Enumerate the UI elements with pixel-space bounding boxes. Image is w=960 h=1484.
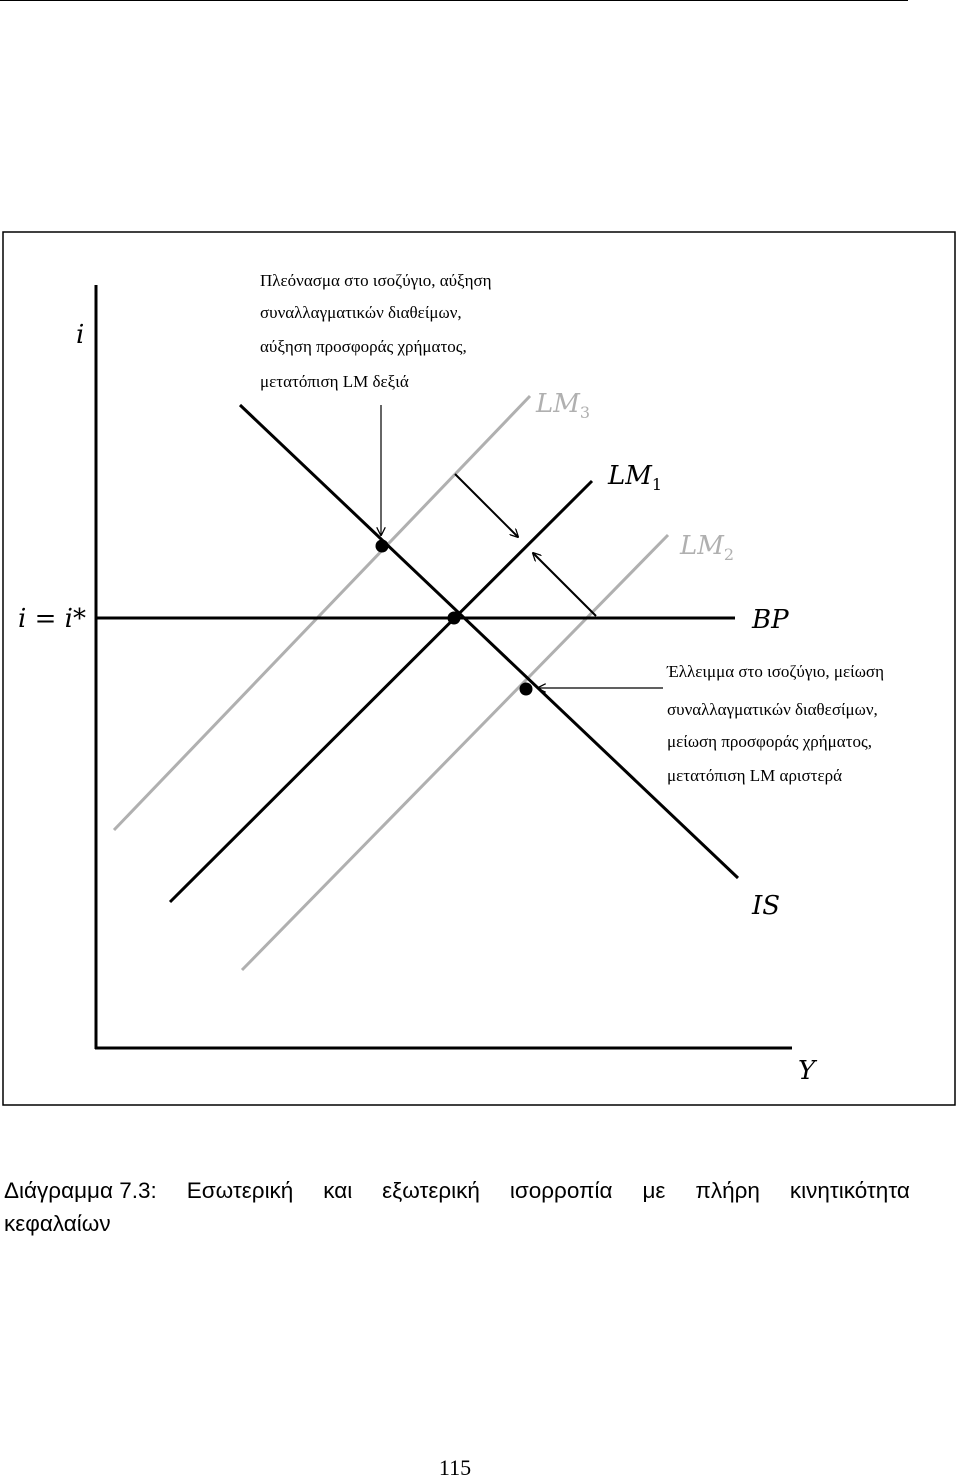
caption-line-2: κεφαλαίων [4, 1211, 111, 1236]
caption-label: Διάγραμμα 7.3: [4, 1178, 157, 1203]
caption-line-1 [4, 1174, 910, 1207]
caption-word: και [323, 1178, 353, 1203]
caption-word: εξωτερική [382, 1178, 480, 1203]
lm3-curve [114, 396, 530, 830]
point-lm2-is [520, 683, 533, 696]
bp-label: BP [752, 605, 789, 635]
shift-right-arrow [455, 474, 518, 537]
caption-word: ισορροπία [509, 1178, 613, 1203]
is-label: IS [752, 891, 781, 921]
surplus-note-line-1: Πλεόνασμα στο ισοζύγιο, αύξηση [260, 271, 492, 290]
figure-caption [4, 1174, 910, 1240]
lm1-label-main: LM [608, 461, 652, 491]
x-axis-label: Y [798, 1056, 816, 1086]
caption-word: πλήρη [695, 1178, 760, 1203]
lm2-label-main: LM [680, 531, 724, 561]
deficit-note-line-3: μείωση προσφοράς χρήματος, [667, 732, 872, 751]
shift-left-arrow [533, 553, 596, 616]
is-curve [240, 405, 738, 878]
lm3-label-sub: 3 [579, 403, 591, 422]
lm2-label-sub: 2 [723, 545, 735, 564]
deficit-note-line-1: Έλλειμμα στο ισοζύγιο, μείωση [667, 662, 884, 681]
lm3-label [535, 389, 590, 422]
point-lm3-is [376, 540, 389, 553]
point-equilibrium [448, 612, 461, 625]
lm1-label [607, 461, 662, 494]
surplus-note-line-3: αύξηση προσφοράς χρήματος, [260, 337, 467, 356]
surplus-note-line-4: μετατόπιση LM δεξιά [260, 372, 409, 391]
caption-word: κινητικότητα [789, 1178, 910, 1203]
deficit-note-line-2: συναλλαγματικών διαθεσίμων, [667, 700, 878, 719]
caption-word: με [642, 1178, 666, 1203]
caption-word: Εσωτερική [186, 1178, 294, 1203]
y-axis-label: i [76, 320, 85, 350]
surplus-note-line-2: συναλλαγματικών διαθείμων, [260, 303, 462, 322]
lm1-label-sub: 1 [651, 475, 663, 494]
lm2-label [679, 531, 734, 564]
lm3-label-main: LM [536, 389, 580, 419]
deficit-note-line-4: μετατόπιση LM αριστερά [667, 766, 843, 785]
page-number: 115 [438, 1455, 472, 1480]
bp-left-label: i = i* [18, 604, 86, 634]
